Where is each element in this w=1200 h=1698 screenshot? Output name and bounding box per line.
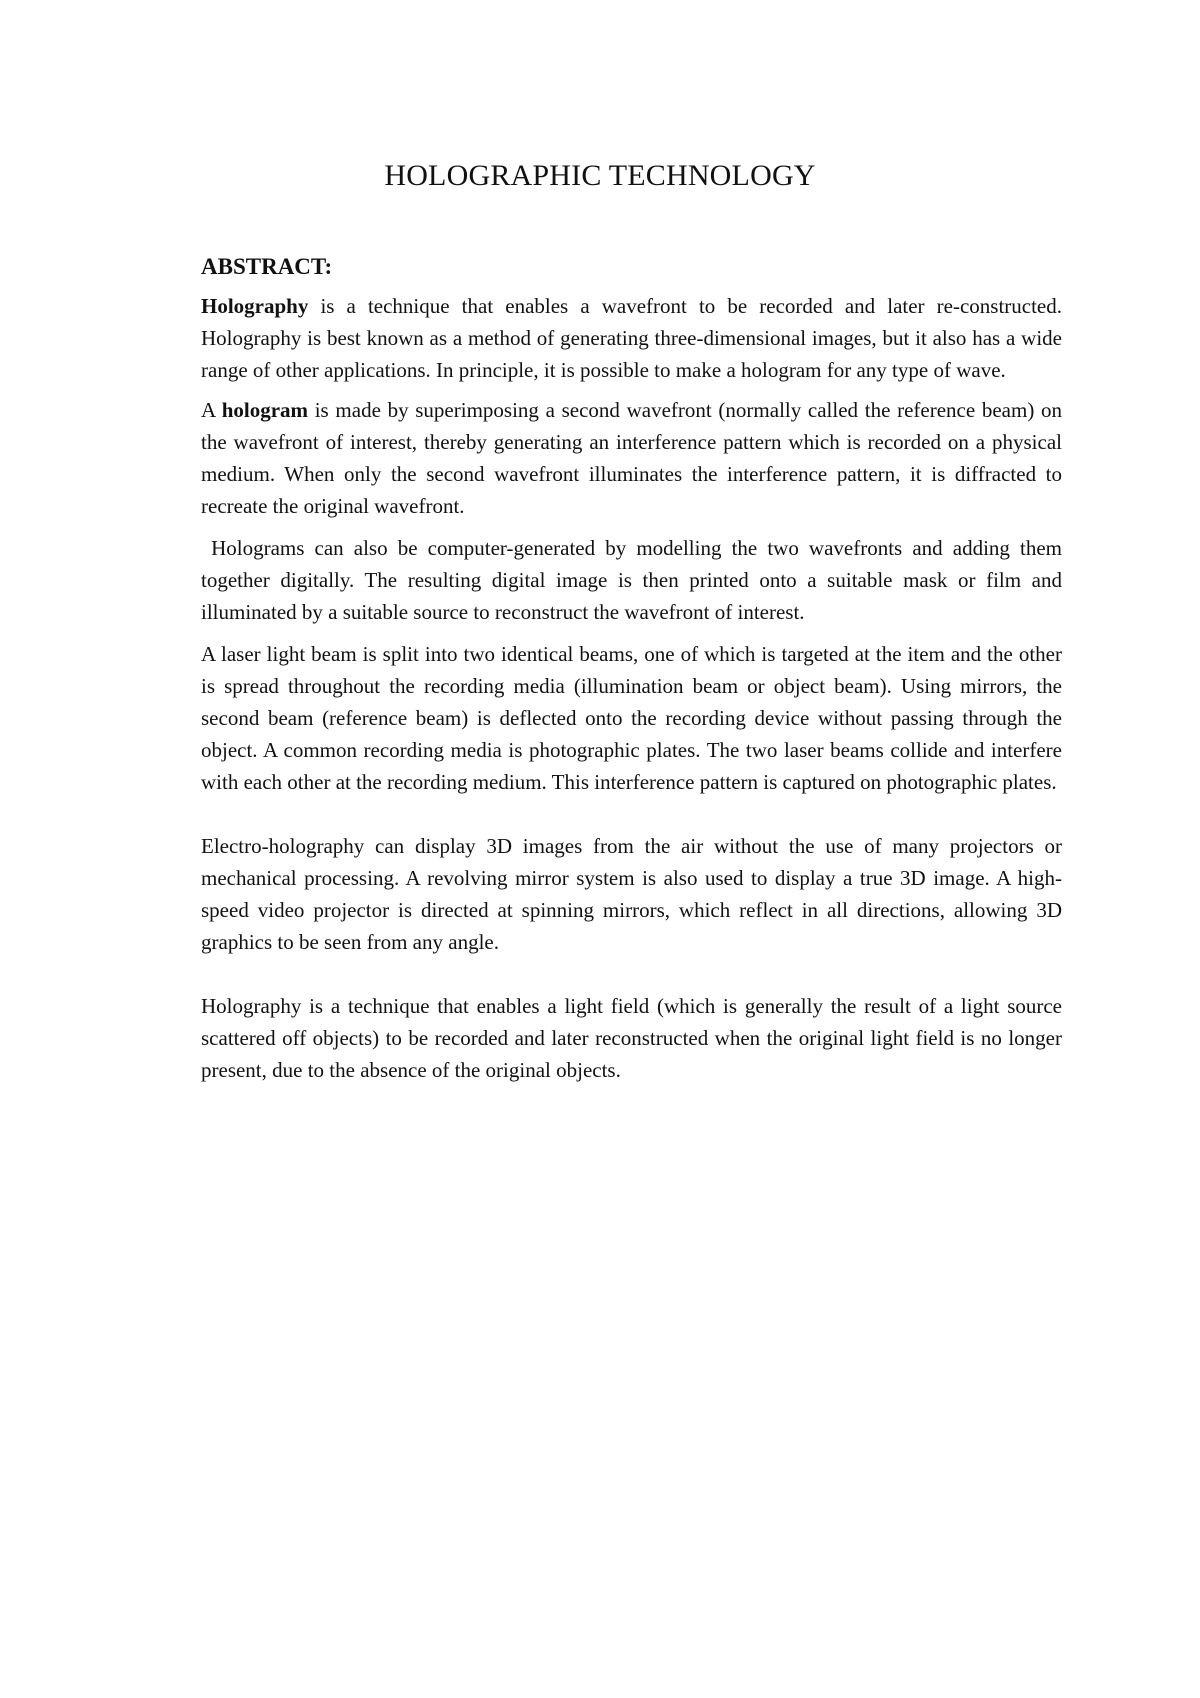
document-body bbox=[201, 252, 1068, 1086]
paragraph-text: is made by superimposing a second wavefront (normally called the reference beam) on the wavefront of interest, thereby generating an interference pattern which is recorded on a physical medium. When only the second wavefront illuminates the interference pattern, it is diffracted to recreate the original wavefront. bbox=[201, 398, 1062, 518]
paragraph-text: Holograms can also be computer-generated by modelling the two wavefronts and adding them together digitally. The resulting digital image is then printed onto a suitable mask or film and illuminated by a suitable source to reconstruct the wavefront of interest. bbox=[201, 536, 1068, 624]
bold-term-holography: Holography bbox=[201, 294, 309, 318]
paragraph-light-field bbox=[201, 990, 1062, 1086]
paragraph-laser-beam bbox=[201, 638, 1062, 798]
paragraph-text: Holography is a technique that enables a light field (which is generally the result of a light source scattered off objects) to be recorded and later reconstructed when the original light field is no longer present, due to the absence of the original objects. bbox=[201, 994, 1062, 1082]
paragraph-computer-generated bbox=[201, 532, 1068, 628]
paragraph-text: Electro-holography can display 3D images from the air without the use of many projectors or mechanical processing. A revolving mirror system is also used to display a true 3D image. A high-speed video projector is directed at spinning mirrors, which reflect in all directions, allowing 3D graphics to be seen from any angle. bbox=[201, 834, 1062, 954]
abstract-heading: ABSTRACT: bbox=[201, 254, 333, 279]
paragraph-hologram-definition bbox=[201, 394, 1062, 522]
paragraph-text: A laser light beam is split into two identical beams, one of which is targeted at the item and the other is spread throughout the recording media (illumination beam or object beam). Using mirrors, the second beam (reference beam) is deflected onto the recording device without passing through the object. A common recording media is photographic plates. The two laser beams collide and interfere with each other at the recording medium. This interference pattern is captured on photographic plates. bbox=[201, 642, 1062, 794]
document-title: HOLOGRAPHIC TECHNOLOGY bbox=[384, 159, 816, 192]
bold-term-hologram: hologram bbox=[221, 398, 309, 422]
paragraph-holography-definition bbox=[201, 290, 1062, 386]
paragraph-prefix: A bbox=[201, 398, 222, 422]
paragraph-electro-holography bbox=[201, 830, 1062, 958]
paragraph-text: is a technique that enables a wavefront to be recorded and later re-constructed. Holography is best known as a method of generating three-dimensional images, but it also has a wide range of other applications. In principle, it is possible to make a hologram for any type of wave. bbox=[201, 294, 1062, 382]
